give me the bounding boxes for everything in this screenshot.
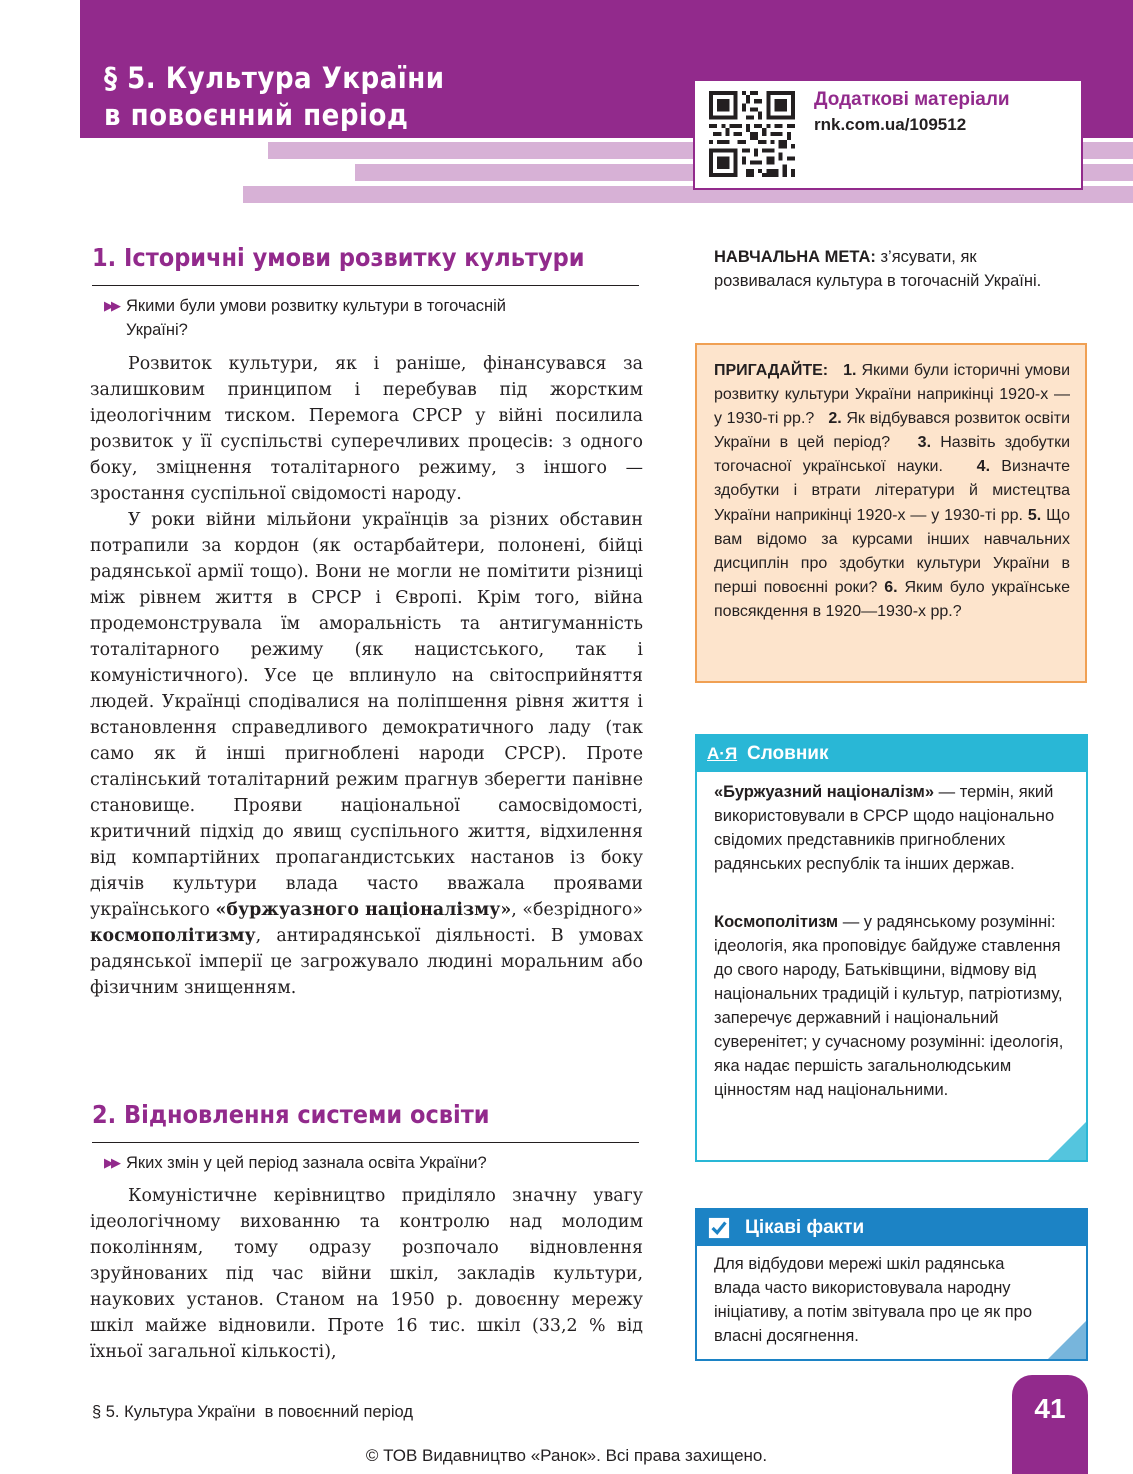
running-footer: § 5. Культура України в повоєнний період	[92, 1403, 413, 1421]
copyright: © ТОВ Видавництво «Ранок». Всі права захищено.	[365, 1446, 768, 1465]
page-number: 41	[1034, 1393, 1066, 1424]
section2-question: ▶▶ Яких змін у цей період зазнала освіта України?	[104, 1151, 661, 1175]
section1-paragraph2: У роки війни мільйони українців за різних обставин потрапили за кордон (як остарбайтери, полонені, бійці радянської армії тощо). Вони не могли не помітити різниці між рівнем життя в СРСР і Європі. Крім того, війна продемонструвала їм аморальність та антигуманність тоталітарного режиму (як нацистського, так і комуністичного). Усе це вплинуло на світосприйняття людей. Українці сподівалися на поліпшення рівня життя і встановлення справедливого демократичного ладу (так само як й інші пригноблені народи СРСР). Проте сталінський тоталітарний режим прагнув зберегти панівне становище. Прояви національної самосвідомості, критичний підхід до явищ суспільного життя, відхилення від компартійних пропагандистських настанов із боку діячів культури влада часто вважала проявами українського «буржуазного націоналізму», «безрідного» космополітизму, антирадянської діяльності. В умовах радянської імперії це загрожувало людині моральним або фізичним знищенням.	[90, 510, 643, 998]
facts-text: Для відбудови мережі шкіл радянська влада часто використовувала народну ініціативу, а потім звітувала про це як про власні досягнення.	[714, 1255, 1033, 1345]
arrow-icon: ▶▶	[104, 298, 118, 313]
facts-title: Цікаві факти	[745, 1217, 865, 1238]
glossary-icon: А·Я	[707, 744, 738, 763]
chapter-title: § 5. Культура України в повоєнний період	[104, 61, 445, 132]
glossary-header	[697, 736, 1086, 772]
page-corner-icon	[1048, 1321, 1086, 1359]
section2-heading: 2. Відновлення системи освіти	[92, 1100, 490, 1129]
glossary-card	[695, 734, 1088, 1162]
glossary-title: Словник	[747, 743, 829, 764]
facts-card	[695, 1208, 1088, 1361]
qr-code-icon[interactable]	[709, 91, 795, 177]
section2-body	[90, 1183, 643, 1365]
section1-rule	[92, 285, 639, 286]
qr-url-link[interactable]: rnk.com.ua/109512	[814, 115, 967, 134]
checkbox-icon	[708, 1217, 730, 1239]
glossary-entry: «Буржуазний націоналізм» — термін, який використовували в СРСР щодо національно свідомих представників пригноблених радянських республік та інших держав.	[714, 783, 1055, 873]
facts-header	[697, 1210, 1086, 1246]
section1-question: ▶▶ Якими були умови розвитку культури в тогочасній Україні?	[104, 294, 661, 342]
arrow-icon: ▶▶	[104, 1155, 118, 1170]
remember-text: ПРИГАДАЙТЕ: 1. Якими були історичні умови розвитку культури України наприкінці 1920-х — у 1930-ті рр.? 2. Як відбувався розвиток освіти України в цей період? 3. Назвіть здобутки тогочасної української науки. 4. Визначте здобутки і втрати літератури й мистецтва України наприкінці 1920-х — у 1930-ті рр. 5. Що вам відомо за курсами інших навчальних дисциплін про здобутки культури України в перші повоєнні роки? 6. Яким було українське повсякдення в 1920—1930-х рр.?	[714, 362, 1071, 620]
page-corner-icon	[1048, 1122, 1086, 1160]
qr-title: Додаткові матеріали	[814, 89, 1010, 110]
section2-paragraph1: Комуністичне керівництво приділяло значну увагу ідеологічному вихованню та контролю над молодим поколінням, тому одразу розпочало відновлення зруйнованих під час війни шкіл, закладів культури, наукових установ. Станом на 1950 р. довоєнну мережу шкіл майже відновили. Проте 16 тис. шкіл (33,2 % від їхньої загальної кількості),	[90, 1186, 643, 1362]
section1-paragraph1: Розвиток культури, як і раніше, фінансувався за залишковим принципом і перебував під жорстким ідеологічним тиском. Перемога СРСР у війні посилила розвиток у її суспільстві суперечливих процесів: з одного боку, зміцнення тоталітарного режиму, з іншого — зростання суспільної свідомості народу.	[90, 354, 643, 504]
remember-box	[695, 343, 1087, 683]
section2-rule	[92, 1142, 639, 1143]
section1-heading: 1. Історичні умови розвитку культури	[92, 243, 585, 272]
learning-goal: НАВЧАЛЬНА МЕТА: з’ясувати, як розвивалася культура в тогочасній Україні.	[714, 248, 1042, 290]
qr-box[interactable]	[693, 79, 1083, 190]
glossary-entry: Космополітизм — у радянському розумінні: ідеологія, яка проповідує байдуже ставлення до свого народу, Батьківщини, відмову від національних традицій і культур, патріотизму, заперечує державний і національний суверенітет; у сучасному розумінні: ідеологія, яка надає першість загальнолюдським цінностям над національними.	[714, 913, 1064, 1099]
section1-body	[90, 351, 643, 1001]
